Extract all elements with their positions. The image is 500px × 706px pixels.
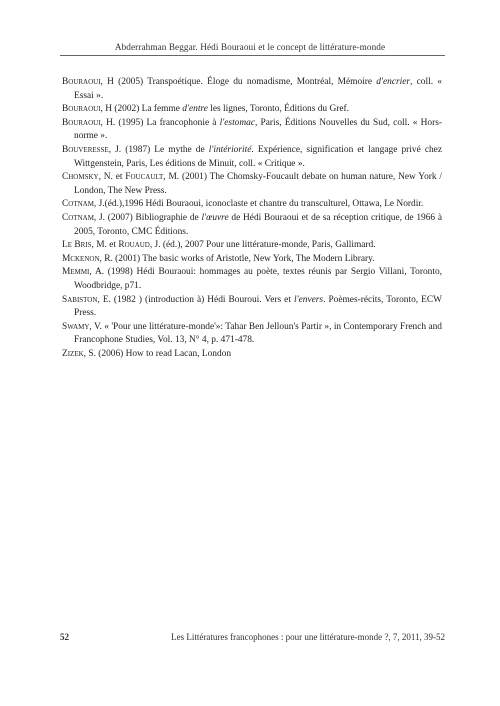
reference-text-tail: , M. (2001) The Chomsky-Foucault debate on human nature, New York / London, The New Press. bbox=[74, 172, 442, 196]
reference-text: , R. (2001) The basic works of Aristotle, New York, The Modern Library. bbox=[99, 253, 375, 264]
reference-author: Bouveresse bbox=[62, 144, 109, 155]
reference-text-tail: de Hédi Bouraoui et de sa réception critique, de 1966 à 2005, Toronto, CMC Éditions. bbox=[74, 212, 442, 237]
journal-citation: Les Littératures francophones : pour une littérature-monde ?, 7, 2011, 39-52 bbox=[171, 632, 445, 642]
reference-italic: d'entre bbox=[182, 104, 208, 115]
reference-coauthor: Foucault bbox=[125, 172, 164, 183]
running-head: Abderrahman Beggar. Hédi Bouraoui et le concept de littérature-monde bbox=[114, 42, 386, 52]
reference-entry bbox=[62, 76, 442, 103]
reference-entry bbox=[62, 239, 442, 253]
reference-author: Mckenon bbox=[62, 253, 100, 264]
reference-text: , H (2005) Transpoétique. Éloge du nomadisme, Montréal, Mémoire bbox=[100, 77, 377, 87]
reference-coauthor: Rouaud bbox=[118, 240, 150, 251]
reference-entry bbox=[62, 117, 442, 144]
reference-entry bbox=[62, 103, 442, 117]
reference-text-tail: , Paris, Éditions Nouvelles du Sud, coll. « Hors-norme ». bbox=[74, 117, 442, 142]
reference-text: , J. (2007) Bibliographie de bbox=[93, 212, 202, 223]
reference-author: Bouraoui bbox=[62, 104, 101, 115]
reference-text: , H. (1995) La francophonie à bbox=[100, 117, 220, 128]
reference-author: Chomsky bbox=[62, 172, 99, 183]
reference-entry bbox=[62, 348, 442, 362]
reference-text-tail: , coll. « Essai ». bbox=[74, 77, 442, 101]
reference-entry bbox=[62, 144, 442, 171]
reference-text: , N. et bbox=[98, 172, 126, 183]
reference-entry bbox=[62, 294, 442, 321]
reference-text: , A. (1998) Hédi Bouraoui: hommages au poète, textes réunis par Sergio Villani, Toronto, Woodbridge, p71. bbox=[74, 267, 442, 291]
reference-entry bbox=[62, 198, 442, 212]
reference-text-tail: les lignes, Toronto, Éditions du Gref. bbox=[207, 104, 349, 115]
reference-author: Le Bris bbox=[62, 240, 92, 251]
reference-entry bbox=[62, 212, 442, 239]
reference-italic: l'intériorité bbox=[208, 144, 252, 155]
reference-author: Bouraoui bbox=[62, 117, 101, 128]
reference-text: , H (2002) La femme bbox=[100, 104, 183, 115]
reference-entry bbox=[62, 171, 442, 198]
page-number: 52 bbox=[60, 632, 69, 642]
reference-text-tail: . Poèmes-récits, Toronto, ECW Press. bbox=[74, 294, 442, 319]
reference-author: Sabiston bbox=[62, 294, 98, 305]
reference-italic: l'envers bbox=[293, 294, 324, 305]
reference-text: , E. (1982 ) (introduction à) Hédi Bouroui. Vers et bbox=[97, 294, 294, 305]
reference-entry bbox=[62, 253, 442, 267]
reference-text: , J.(éd.),1996 Hédi Bouraoui, iconoclaste et chantre du transculturel, Ottawa, Le Nordir. bbox=[93, 199, 424, 210]
reference-text-tail: . Expérience, signification et langage privé chez Wittgenstein, Paris, Les éditions de Minuit, coll. « Critique ». bbox=[74, 144, 442, 169]
reference-author: Cotnam bbox=[62, 199, 94, 210]
reference-author: Cotnam bbox=[62, 212, 94, 223]
bibliography-list bbox=[62, 76, 442, 361]
reference-entry bbox=[62, 266, 442, 293]
reference-text-tail: , J. (éd.), 2007 Pour une littérature-monde, Paris, Gallimard. bbox=[149, 240, 376, 251]
reference-author: Zizek bbox=[62, 348, 84, 359]
reference-text: , J. (1987) Le mythe de bbox=[108, 144, 209, 155]
reference-italic: d'encrier bbox=[376, 77, 411, 87]
reference-author: Memmi bbox=[62, 267, 90, 278]
reference-italic: l'œuvre bbox=[201, 212, 229, 223]
reference-author: Swamy bbox=[62, 321, 90, 332]
reference-text: , M. et bbox=[91, 240, 119, 251]
reference-text: , S. (2006) How to read Lacan, London bbox=[83, 348, 232, 359]
reference-author: Bouraoui bbox=[62, 77, 101, 87]
reference-entry bbox=[62, 321, 442, 348]
reference-text: , V. « 'Pour une littérature-monde'»: Tahar Ben Jelloun's Partir », in Contemporary French and Francophone Studies, Vol. 13, N° 4, p. 471-478. bbox=[74, 321, 442, 346]
reference-italic: l'estomac bbox=[219, 117, 255, 128]
header-rule bbox=[60, 55, 445, 56]
